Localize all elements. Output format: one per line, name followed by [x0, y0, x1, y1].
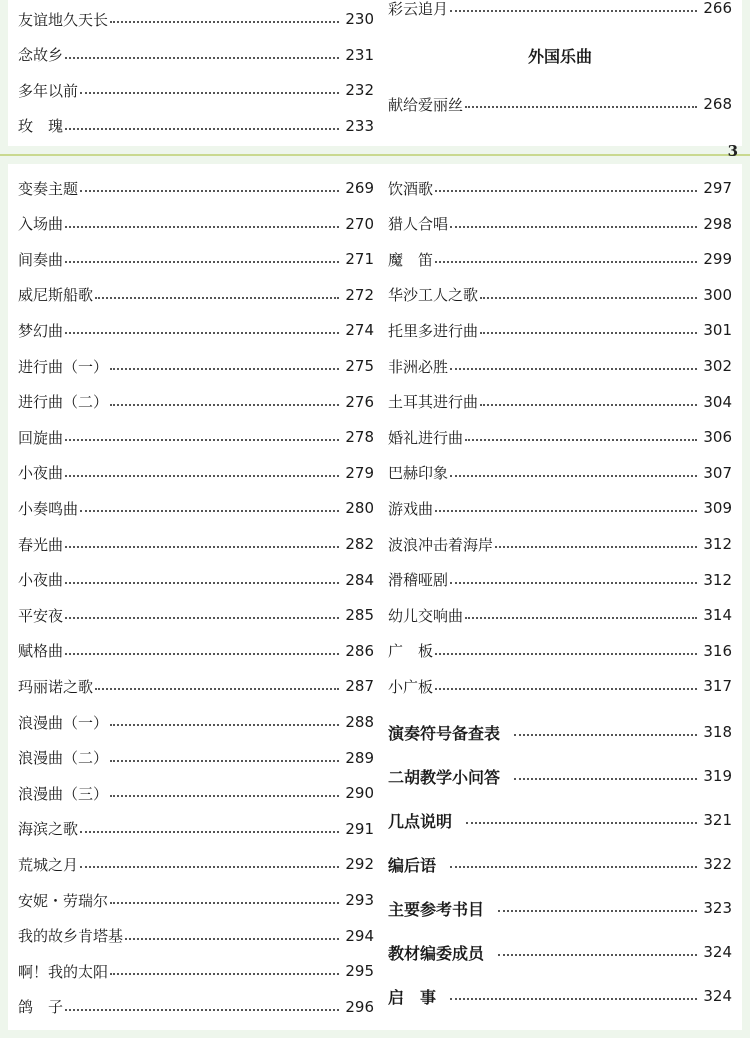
- toc-entry-page-number: 266: [703, 0, 732, 17]
- toc-entry-page-number: 276: [345, 392, 374, 411]
- dot-leader: [435, 688, 697, 690]
- toc-entry-title: 海滨之歌: [18, 820, 79, 839]
- toc-entry: [18, 283, 374, 307]
- toc-entry: [18, 959, 374, 983]
- dot-leader: [95, 297, 339, 299]
- toc-entry: [388, 639, 732, 663]
- toc-entry-title: 玫 瑰: [18, 117, 64, 135]
- toc-entry: [18, 247, 374, 271]
- toc-entry-title: 进行曲（一）: [18, 357, 109, 376]
- toc-entry-page-number: 279: [345, 463, 374, 482]
- toc-entry-page-number: 296: [345, 997, 374, 1016]
- page-separator-line: [0, 154, 750, 156]
- toc-entry-title: 幼儿交响曲: [388, 606, 464, 625]
- toc-entry-title: 平安夜: [18, 606, 64, 625]
- toc-entry: [18, 746, 374, 770]
- toc-entry: [18, 78, 374, 102]
- dot-leader: [65, 546, 339, 548]
- toc-entry: [18, 924, 374, 948]
- toc-entry: [18, 318, 374, 342]
- toc-entry-title: 浪漫曲（一）: [18, 713, 109, 732]
- toc-entry: [388, 318, 732, 342]
- toc-entry: [18, 43, 374, 67]
- dot-leader: [450, 582, 697, 584]
- toc-entry-page-number: 293: [345, 891, 374, 909]
- toc-entry-page-number: 302: [703, 357, 732, 375]
- dot-leader: [80, 190, 339, 192]
- toc-entry-page-number: 274: [345, 321, 374, 340]
- toc-entry-page-number: 324: [703, 943, 732, 961]
- toc-entry-title: 念故乡: [18, 46, 64, 64]
- toc-entry-title: 二胡教学小问答: [388, 767, 501, 787]
- dot-leader: [450, 998, 697, 1000]
- toc-entry-title: 啊！我的太阳: [18, 962, 109, 981]
- toc-entry-title: 赋格曲: [18, 642, 64, 661]
- toc-entry-title: 回旋曲: [18, 428, 64, 447]
- toc-entry-title: 多年以前: [18, 81, 79, 100]
- toc-entry: [18, 710, 374, 734]
- toc-entry: [388, 461, 732, 485]
- dot-leader: [495, 546, 697, 548]
- toc-entry: [388, 720, 732, 744]
- toc-entry: [18, 390, 374, 414]
- toc-entry-title: 波浪冲击着海岸: [388, 535, 494, 554]
- toc-entry-page-number: 314: [703, 606, 732, 625]
- dot-leader: [110, 368, 339, 370]
- dot-leader: [65, 332, 339, 334]
- toc-entry-page-number: 268: [703, 95, 732, 113]
- toc-entry-page-number: 318: [703, 723, 732, 741]
- toc-entry-title: 饮酒歌: [388, 179, 434, 198]
- dot-leader: [110, 760, 339, 762]
- toc-top-left-column: [18, 0, 374, 146]
- dot-leader: [65, 226, 339, 228]
- toc-entry: [18, 603, 374, 627]
- dot-leader: [110, 404, 339, 406]
- toc-entry: [388, 674, 732, 698]
- toc-entry: [18, 781, 374, 805]
- toc-entry: [18, 496, 374, 520]
- toc-entry-page-number: 286: [345, 641, 374, 660]
- toc-entry-title: 土耳其进行曲: [388, 393, 479, 412]
- toc-entry-page-number: 301: [703, 321, 732, 340]
- dot-leader: [435, 261, 697, 263]
- toc-bottom-right-column: [388, 164, 732, 1030]
- toc-entry-title: 小广板: [388, 677, 434, 696]
- toc-entry: [18, 995, 374, 1019]
- toc-entry: [388, 532, 732, 556]
- top-page-fragment: [8, 0, 742, 146]
- dot-leader: [480, 297, 697, 299]
- toc-entry: [18, 532, 374, 556]
- toc-entry-page-number: 295: [345, 962, 374, 981]
- toc-entry-title: 游戏曲: [388, 499, 434, 518]
- dot-leader: [80, 92, 339, 94]
- toc-entry-title: 托里多进行曲: [388, 321, 479, 340]
- toc-entry-title: 巴赫印象: [388, 464, 449, 483]
- dot-leader: [498, 954, 697, 956]
- toc-entry-page-number: 300: [703, 285, 732, 304]
- toc-entry: [18, 461, 374, 485]
- toc-entry-page-number: 298: [703, 214, 732, 233]
- toc-entry: [388, 808, 732, 832]
- toc-entry: [388, 896, 732, 920]
- dot-leader: [465, 106, 697, 108]
- toc-entry-page-number: 284: [345, 570, 374, 589]
- dot-leader: [65, 57, 339, 59]
- toc-entry-page-number: 316: [703, 641, 732, 660]
- toc-entry-page-number: 288: [345, 713, 374, 731]
- toc-entry-page-number: 230: [345, 10, 374, 28]
- toc-entry-page-number: 292: [345, 855, 374, 874]
- dot-leader: [65, 653, 339, 655]
- toc-entry: [18, 7, 374, 31]
- bottom-page: [8, 164, 742, 1030]
- toc-entry-title: 浪漫曲（二）: [18, 749, 109, 768]
- dot-leader: [65, 582, 339, 584]
- dot-leader: [514, 778, 697, 780]
- toc-entry: [388, 247, 732, 271]
- toc-bottom-left-column: [18, 164, 374, 1030]
- dot-leader: [110, 21, 339, 23]
- toc-entry-page-number: 289: [345, 748, 374, 767]
- toc-entry-page-number: 321: [703, 811, 732, 829]
- toc-entry-title: 变奏主题: [18, 179, 79, 198]
- page-number: 3: [727, 142, 738, 160]
- toc-entry: [388, 354, 732, 378]
- toc-entry: [388, 603, 732, 627]
- toc-entry-page-number: 297: [703, 179, 732, 197]
- toc-entry: [388, 425, 732, 449]
- dot-leader: [465, 617, 697, 619]
- toc-entry-page-number: 306: [703, 428, 732, 447]
- toc-entry: [388, 212, 732, 236]
- dot-leader: [110, 795, 339, 797]
- toc-entry-page-number: 271: [345, 250, 374, 269]
- toc-entry-page-number: 312: [703, 570, 732, 589]
- toc-entry-page-number: 270: [345, 214, 374, 233]
- toc-entry-title: 教材编委成员: [388, 943, 485, 963]
- toc-entry: [18, 425, 374, 449]
- toc-entry-page-number: 291: [345, 819, 374, 838]
- dot-leader: [110, 973, 339, 975]
- toc-entry: [388, 390, 732, 414]
- toc-entry: [18, 674, 374, 698]
- dot-leader: [465, 439, 697, 441]
- toc-entry-title: 猎人合唱: [388, 215, 449, 234]
- toc-entry-page-number: 323: [703, 899, 732, 917]
- toc-entry-page-number: 322: [703, 855, 732, 873]
- toc-entry-title: 主要参考书目: [388, 899, 485, 919]
- dot-leader: [498, 910, 697, 912]
- dot-leader: [435, 190, 697, 192]
- dot-leader: [450, 475, 697, 477]
- dot-leader: [450, 368, 697, 370]
- dot-leader: [110, 724, 339, 726]
- toc-entry-title: 婚礼进行曲: [388, 428, 464, 447]
- toc-entry: [388, 568, 732, 592]
- toc-entry-page-number: 290: [345, 784, 374, 803]
- toc-entry-title: 安妮・劳瑞尔: [18, 891, 109, 910]
- toc-entry-title: 华沙工人之歌: [388, 286, 479, 305]
- toc-entry-page-number: 231: [345, 45, 374, 64]
- toc-entry-page-number: 275: [345, 357, 374, 375]
- toc-entry: [388, 496, 732, 520]
- dot-leader: [65, 475, 339, 477]
- toc-entry-title: 春光曲: [18, 535, 64, 554]
- toc-entry-title: 演奏符号备查表: [388, 723, 501, 743]
- dot-leader: [80, 510, 339, 512]
- toc-entry: [388, 176, 732, 200]
- dot-leader: [435, 510, 697, 512]
- toc-entry-page-number: 294: [345, 926, 374, 945]
- toc-entry-page-number: 309: [703, 499, 732, 518]
- section-heading: 外国乐曲: [527, 47, 592, 66]
- dot-leader: [466, 822, 697, 824]
- toc-entry-title: 广 板: [388, 642, 434, 661]
- dot-leader: [435, 653, 697, 655]
- toc-entry-page-number: 278: [345, 428, 374, 447]
- dot-leader: [450, 226, 697, 228]
- dot-leader: [514, 734, 697, 736]
- toc-entry: [388, 92, 732, 116]
- toc-entry-title: 小夜曲: [18, 464, 64, 483]
- toc-entry-title: 小夜曲: [18, 571, 64, 590]
- toc-entry-title: 非洲必胜: [388, 357, 449, 376]
- toc-entry: [18, 852, 374, 876]
- toc-entry-title: 进行曲（二）: [18, 393, 109, 412]
- toc-entry-page-number: 272: [345, 285, 374, 304]
- toc-entry: [18, 354, 374, 378]
- toc-entry-title: 梦幻曲: [18, 321, 64, 340]
- toc-entry-title: 荒城之月: [18, 855, 79, 874]
- toc-entry-page-number: 312: [703, 535, 732, 553]
- toc-entry: [388, 852, 732, 876]
- toc-entry-title: 编后语: [388, 855, 437, 875]
- toc-entry-title: 浪漫曲（三）: [18, 784, 109, 803]
- toc-entry-title: 滑稽哑剧: [388, 571, 449, 590]
- dot-leader: [125, 938, 339, 940]
- dot-leader: [450, 866, 697, 868]
- toc-entry-page-number: 285: [345, 606, 374, 625]
- toc-entry-title: 入场曲: [18, 215, 64, 234]
- toc-entry-page-number: 317: [703, 677, 732, 696]
- toc-entry-page-number: 232: [345, 81, 374, 99]
- dot-leader: [65, 617, 339, 619]
- toc-entry-page-number: 299: [703, 250, 732, 269]
- toc-entry-title: 小奏鸣曲: [18, 499, 79, 518]
- toc-entry: [388, 764, 732, 788]
- toc-entry-page-number: 282: [345, 535, 374, 553]
- toc-entry: [18, 888, 374, 912]
- dot-leader: [110, 902, 339, 904]
- toc-entry-page-number: 307: [703, 463, 732, 482]
- toc-entry: [388, 0, 732, 20]
- toc-entry-title: 威尼斯船歌: [18, 286, 94, 305]
- toc-entry-title: 我的故乡肯塔基: [18, 927, 124, 946]
- toc-entry-title: 几点说明: [388, 811, 453, 831]
- toc-entry-title: 魔 笛: [388, 250, 434, 269]
- dot-leader: [95, 688, 339, 690]
- dot-leader: [450, 10, 697, 12]
- toc-entry-page-number: 304: [703, 392, 732, 411]
- toc-entry-page-number: 269: [345, 179, 374, 197]
- toc-entry-title: 间奏曲: [18, 250, 64, 269]
- toc-entry-title: 启 事: [388, 987, 437, 1007]
- toc-entry: [18, 114, 374, 138]
- toc-entry-page-number: 287: [345, 677, 374, 696]
- toc-entry-title: 友谊地久天长: [18, 10, 109, 29]
- toc-entry: [18, 176, 374, 200]
- dot-leader: [480, 332, 697, 334]
- dot-leader: [480, 404, 697, 406]
- toc-entry: [18, 639, 374, 663]
- dot-leader: [65, 128, 339, 130]
- dot-leader: [80, 866, 339, 868]
- toc-entry-title: 献给爱丽丝: [388, 95, 464, 114]
- toc-entry-title: 玛丽诺之歌: [18, 677, 94, 696]
- toc-entry: [388, 283, 732, 307]
- dot-leader: [80, 831, 339, 833]
- dot-leader: [65, 439, 339, 441]
- toc-entry: [18, 568, 374, 592]
- toc-entry-title: 鸽 子: [18, 998, 64, 1017]
- toc-entry-page-number: 324: [703, 987, 732, 1005]
- toc-entry-page-number: 280: [345, 499, 374, 518]
- toc-entry-title: 彩云追月: [388, 0, 449, 18]
- dot-leader: [65, 261, 339, 263]
- toc-entry: [18, 212, 374, 236]
- toc-entry: [388, 940, 732, 964]
- toc-entry-page-number: 233: [345, 116, 374, 135]
- dot-leader: [65, 1009, 339, 1011]
- toc-entry-page-number: 319: [703, 767, 732, 785]
- toc-entry: [388, 984, 732, 1008]
- toc-top-right-column: [388, 0, 732, 146]
- toc-entry: [18, 817, 374, 841]
